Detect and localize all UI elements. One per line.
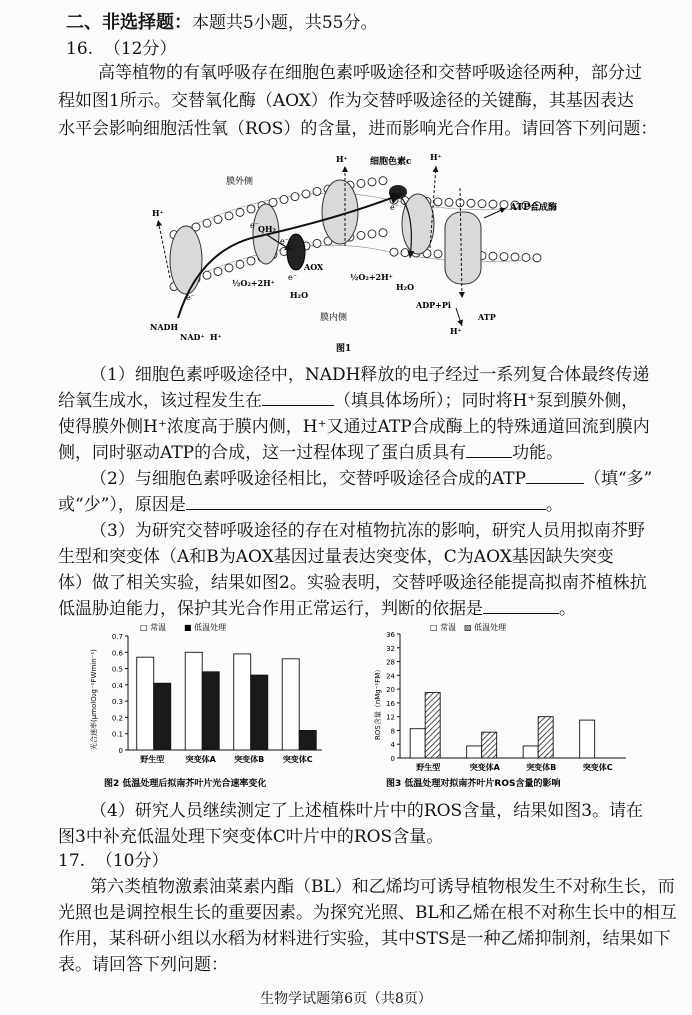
q17-line2: 光照也是调控根生长的重要因素。为探究光照、BL和乙烯在根不对称生长中的相互 [58, 903, 677, 923]
q16-intro-line2: 程如图1所示。交替氧化酶（AOX）作为交替呼吸途径的关键酶，其基因表达 [58, 91, 634, 111]
lipid-head [500, 201, 508, 209]
electron-label-1: e⁻ [186, 293, 195, 302]
x-category-label: 突变体A [469, 763, 500, 772]
figure3-chart [370, 620, 640, 792]
lipid-head [214, 268, 222, 276]
page-footer: 生物学试题第6页（共8页） [260, 991, 432, 1007]
y-tick-label: 0 [390, 755, 395, 763]
complex-iv-shape [402, 194, 434, 254]
atp-synthase-shape [445, 212, 481, 284]
x-category-label: 野生型 [140, 755, 165, 764]
lipid-head [478, 200, 486, 208]
lipid-head [236, 208, 244, 216]
x-category-label: 突变体B [234, 755, 265, 764]
nad-label: NAD⁺ [180, 332, 205, 342]
inner-side-label: 膜内侧 [320, 313, 348, 323]
y-tick-label: 28 [386, 658, 395, 667]
lipid-head [533, 254, 541, 262]
y-tick-label: 36 [386, 631, 395, 639]
lipid-head [313, 239, 321, 247]
q16-intro-line3: 水平会影响细胞活性氧（ROS）的含量，进而影响光合作用。请回答下列问题： [58, 119, 658, 139]
blank-atp-amount[interactable] [526, 465, 584, 484]
fig3-title: 图3 低温处理对拟南芥叶片ROS含量的影响 [386, 779, 561, 789]
fig3-legend-cold: ▨ 低温处理 [464, 623, 507, 632]
lipid-head [401, 249, 409, 257]
q16-part1-line3: 使得膜外侧H⁺浓度高于膜内侧，H⁺又通过ATP合成酶上的特殊通道回流到膜内 [58, 417, 650, 437]
q17-header: 17. （10分） [58, 851, 169, 871]
lipid-head [368, 178, 376, 186]
q16-part3-line2: 生型和突变体（A和B为AOX基因过量表达突变体，C为AOX基因缺失突变 [58, 547, 614, 567]
lipid-head [434, 198, 442, 206]
electron-label-2: e⁻ [250, 221, 259, 230]
blank-site[interactable] [262, 387, 334, 406]
q16-part2-line2: 或“少”），原因是 。 [58, 490, 563, 520]
x-category-label: 突变体C [582, 763, 613, 772]
bar-cold-0 [425, 693, 440, 758]
lipid-head [390, 248, 398, 256]
bar-normal-3 [580, 720, 595, 758]
blank-reason[interactable] [186, 491, 546, 510]
figure1-membrane-diagram [140, 148, 560, 360]
qh2-label: QH₂ [258, 224, 277, 234]
electron-label-4: e⁻ [288, 273, 297, 282]
y-tick-label: 0.7 [111, 633, 123, 641]
lipid-head [247, 257, 255, 265]
y-tick-label: 32 [386, 644, 395, 653]
q17-line3: 作用，某科研小组以水稻为材料进行实验，其中STS是一种乙烯抑制剂，结果如下 [58, 929, 671, 949]
lipid-head [225, 212, 233, 220]
q16-part1-line1: （1）细胞色素呼吸途径中，NADH释放的电子经过一系列复合体最终传递 [90, 365, 650, 385]
q16-part2-line1: （2）与细胞色素呼吸途径相比，交替呼吸途径合成的ATP （填“多” [90, 464, 652, 494]
blank-function[interactable] [466, 439, 512, 458]
y-tick-label: 16 [386, 699, 395, 708]
adp-label: ADP+Pi [416, 300, 451, 310]
lipid-head [280, 195, 288, 203]
outer-side-label: 膜外侧 [226, 177, 254, 187]
fig2-legend-normal: □ 常温 [140, 623, 167, 632]
complex-i-shape [170, 226, 202, 294]
fig3-ylabel: ROS含量（nMg⁻¹FM） [374, 665, 382, 740]
atp-synthase-label: ATP合成酶 [510, 203, 557, 213]
lipid-head [489, 200, 497, 208]
electron-label-5: e⁻ [390, 203, 399, 212]
h-in-label: H⁺ [450, 326, 462, 336]
cytc-label: 细胞色素c [370, 157, 412, 167]
lipid-head [445, 198, 453, 206]
h-nad-label: H⁺ [210, 332, 222, 342]
lipid-head [357, 231, 365, 239]
y-tick-label: 0.5 [111, 665, 123, 674]
bar-cold-1 [202, 672, 219, 750]
figure2-chart [84, 620, 334, 792]
q16-header: 16. （12分） [66, 39, 177, 59]
lipid-head [467, 199, 475, 207]
h-out-left-label: H⁺ [152, 208, 164, 218]
o2-right-label: ½O₂+2H⁺ [350, 272, 393, 282]
fig3-legend-normal: □ 常温 [430, 623, 457, 632]
h-out-right-label: H⁺ [430, 152, 442, 162]
bar-normal-0 [137, 657, 154, 750]
bar-cold-2 [538, 717, 553, 758]
q17-line4: 表。请回答下列问题： [58, 955, 228, 975]
y-tick-label: 0.1 [111, 730, 123, 739]
y-tick-label: 20 [386, 686, 395, 695]
lipid-head [379, 229, 387, 237]
q16-part1-line4: 侧，同时驱动ATP的合成，这一过程体现了蛋白质具有 功能。 [58, 438, 563, 468]
lipid-head [379, 177, 387, 185]
bar-cold-1 [482, 732, 497, 758]
h-out-mid-label: H⁺ [336, 154, 348, 164]
q16-part4-line1: （4）研究人员继续测定了上述植株叶片中的ROS含量，结果如图3。请在 [90, 801, 644, 821]
lipid-head [500, 253, 508, 261]
bar-normal-1 [467, 746, 482, 758]
q16-part4-line2: 图3中补充低温处理下突变体C叶片中的ROS含量。 [58, 827, 444, 847]
bar-cold-0 [154, 683, 171, 750]
y-tick-label: 0.4 [111, 681, 123, 690]
lipid-head [225, 264, 233, 272]
lipid-head [357, 179, 365, 187]
fig2-legend-cold: ■ 低温处理 [184, 623, 227, 632]
figure1-caption: 图1 [336, 344, 352, 354]
x-category-label: 突变体C [282, 755, 313, 764]
lipid-head [214, 216, 222, 224]
y-tick-label: 0.6 [111, 649, 123, 658]
y-tick-label: 4 [390, 741, 395, 750]
lipid-head [203, 271, 211, 279]
blank-evidence[interactable] [483, 595, 559, 614]
lipid-head [434, 250, 442, 258]
y-tick-label: 8 [390, 727, 395, 736]
bar-normal-0 [410, 729, 425, 758]
y-tick-label: 0.2 [111, 714, 123, 723]
fig2-ylabel: 光合速率(μmolO₂g⁻¹FWmin⁻¹) [90, 649, 98, 750]
electron-label-3: e⁻ [280, 237, 289, 246]
bar-normal-1 [185, 652, 202, 750]
x-category-label: 野生型 [416, 763, 441, 772]
lipid-head [302, 190, 310, 198]
h2o-right-label: H₂O [396, 282, 415, 292]
lipid-head [247, 205, 255, 213]
bar-normal-3 [282, 659, 299, 750]
h2o-left-label: H₂O [290, 290, 309, 300]
atp-label: ATP [478, 312, 496, 322]
x-category-label: 突变体A [185, 755, 216, 764]
aox-shape [287, 234, 305, 270]
lipid-head [236, 260, 244, 268]
lipid-head [522, 253, 530, 261]
bar-normal-2 [523, 746, 538, 758]
q16-part1-line2: 给氧生成水，该过程发生在 （填具体场所）；同时将H⁺泵到膜外侧， [58, 386, 638, 416]
q16-part3-line4: 低温胁迫能力，保护其光合作用正常运行，判断的依据是 。 [58, 594, 576, 624]
q16-intro-line1: 高等植物的有氧呼吸存在细胞色素呼吸途径和交替呼吸途径两种，部分过 [98, 63, 642, 83]
bar-cold-3 [299, 730, 316, 750]
o2-left-label: ½O₂+2H⁺ [232, 278, 275, 288]
y-tick-label: 0 [118, 747, 123, 755]
x-category-label: 突变体B [526, 763, 557, 772]
lipid-head [511, 253, 519, 261]
lipid-head [291, 193, 299, 201]
y-tick-label: 12 [386, 713, 395, 722]
y-tick-label: 0.3 [111, 698, 123, 707]
lipid-head [368, 230, 376, 238]
bar-cold-2 [251, 675, 268, 750]
section-heading: 二、非选择题：本题共5小题，共55分。 [66, 12, 378, 33]
q17-line1: 第六类植物激素油菜素内酯（BL）和乙烯均可诱导植物根发生不对称生长，而 [90, 877, 675, 897]
lipid-head [313, 187, 321, 195]
lipid-head [489, 252, 497, 260]
q16-part3-line1: （3）为研究交替呼吸途径的存在对植物抗冻的影响，研究人员用拟南芥野 [90, 521, 645, 541]
lipid-head [203, 219, 211, 227]
nadh-label: NADH [150, 322, 179, 332]
q16-part3-line3: 体）做了相关实验，结果如图2。实验表明，交替呼吸途径能提高拟南芥植株抗 [58, 573, 647, 593]
aox-label: AOX [304, 262, 324, 272]
bar-normal-2 [234, 654, 251, 750]
fig2-title: 图2 低温处理后拟南芥叶片光合速率变化 [104, 779, 267, 789]
y-tick-label: 24 [386, 672, 395, 681]
